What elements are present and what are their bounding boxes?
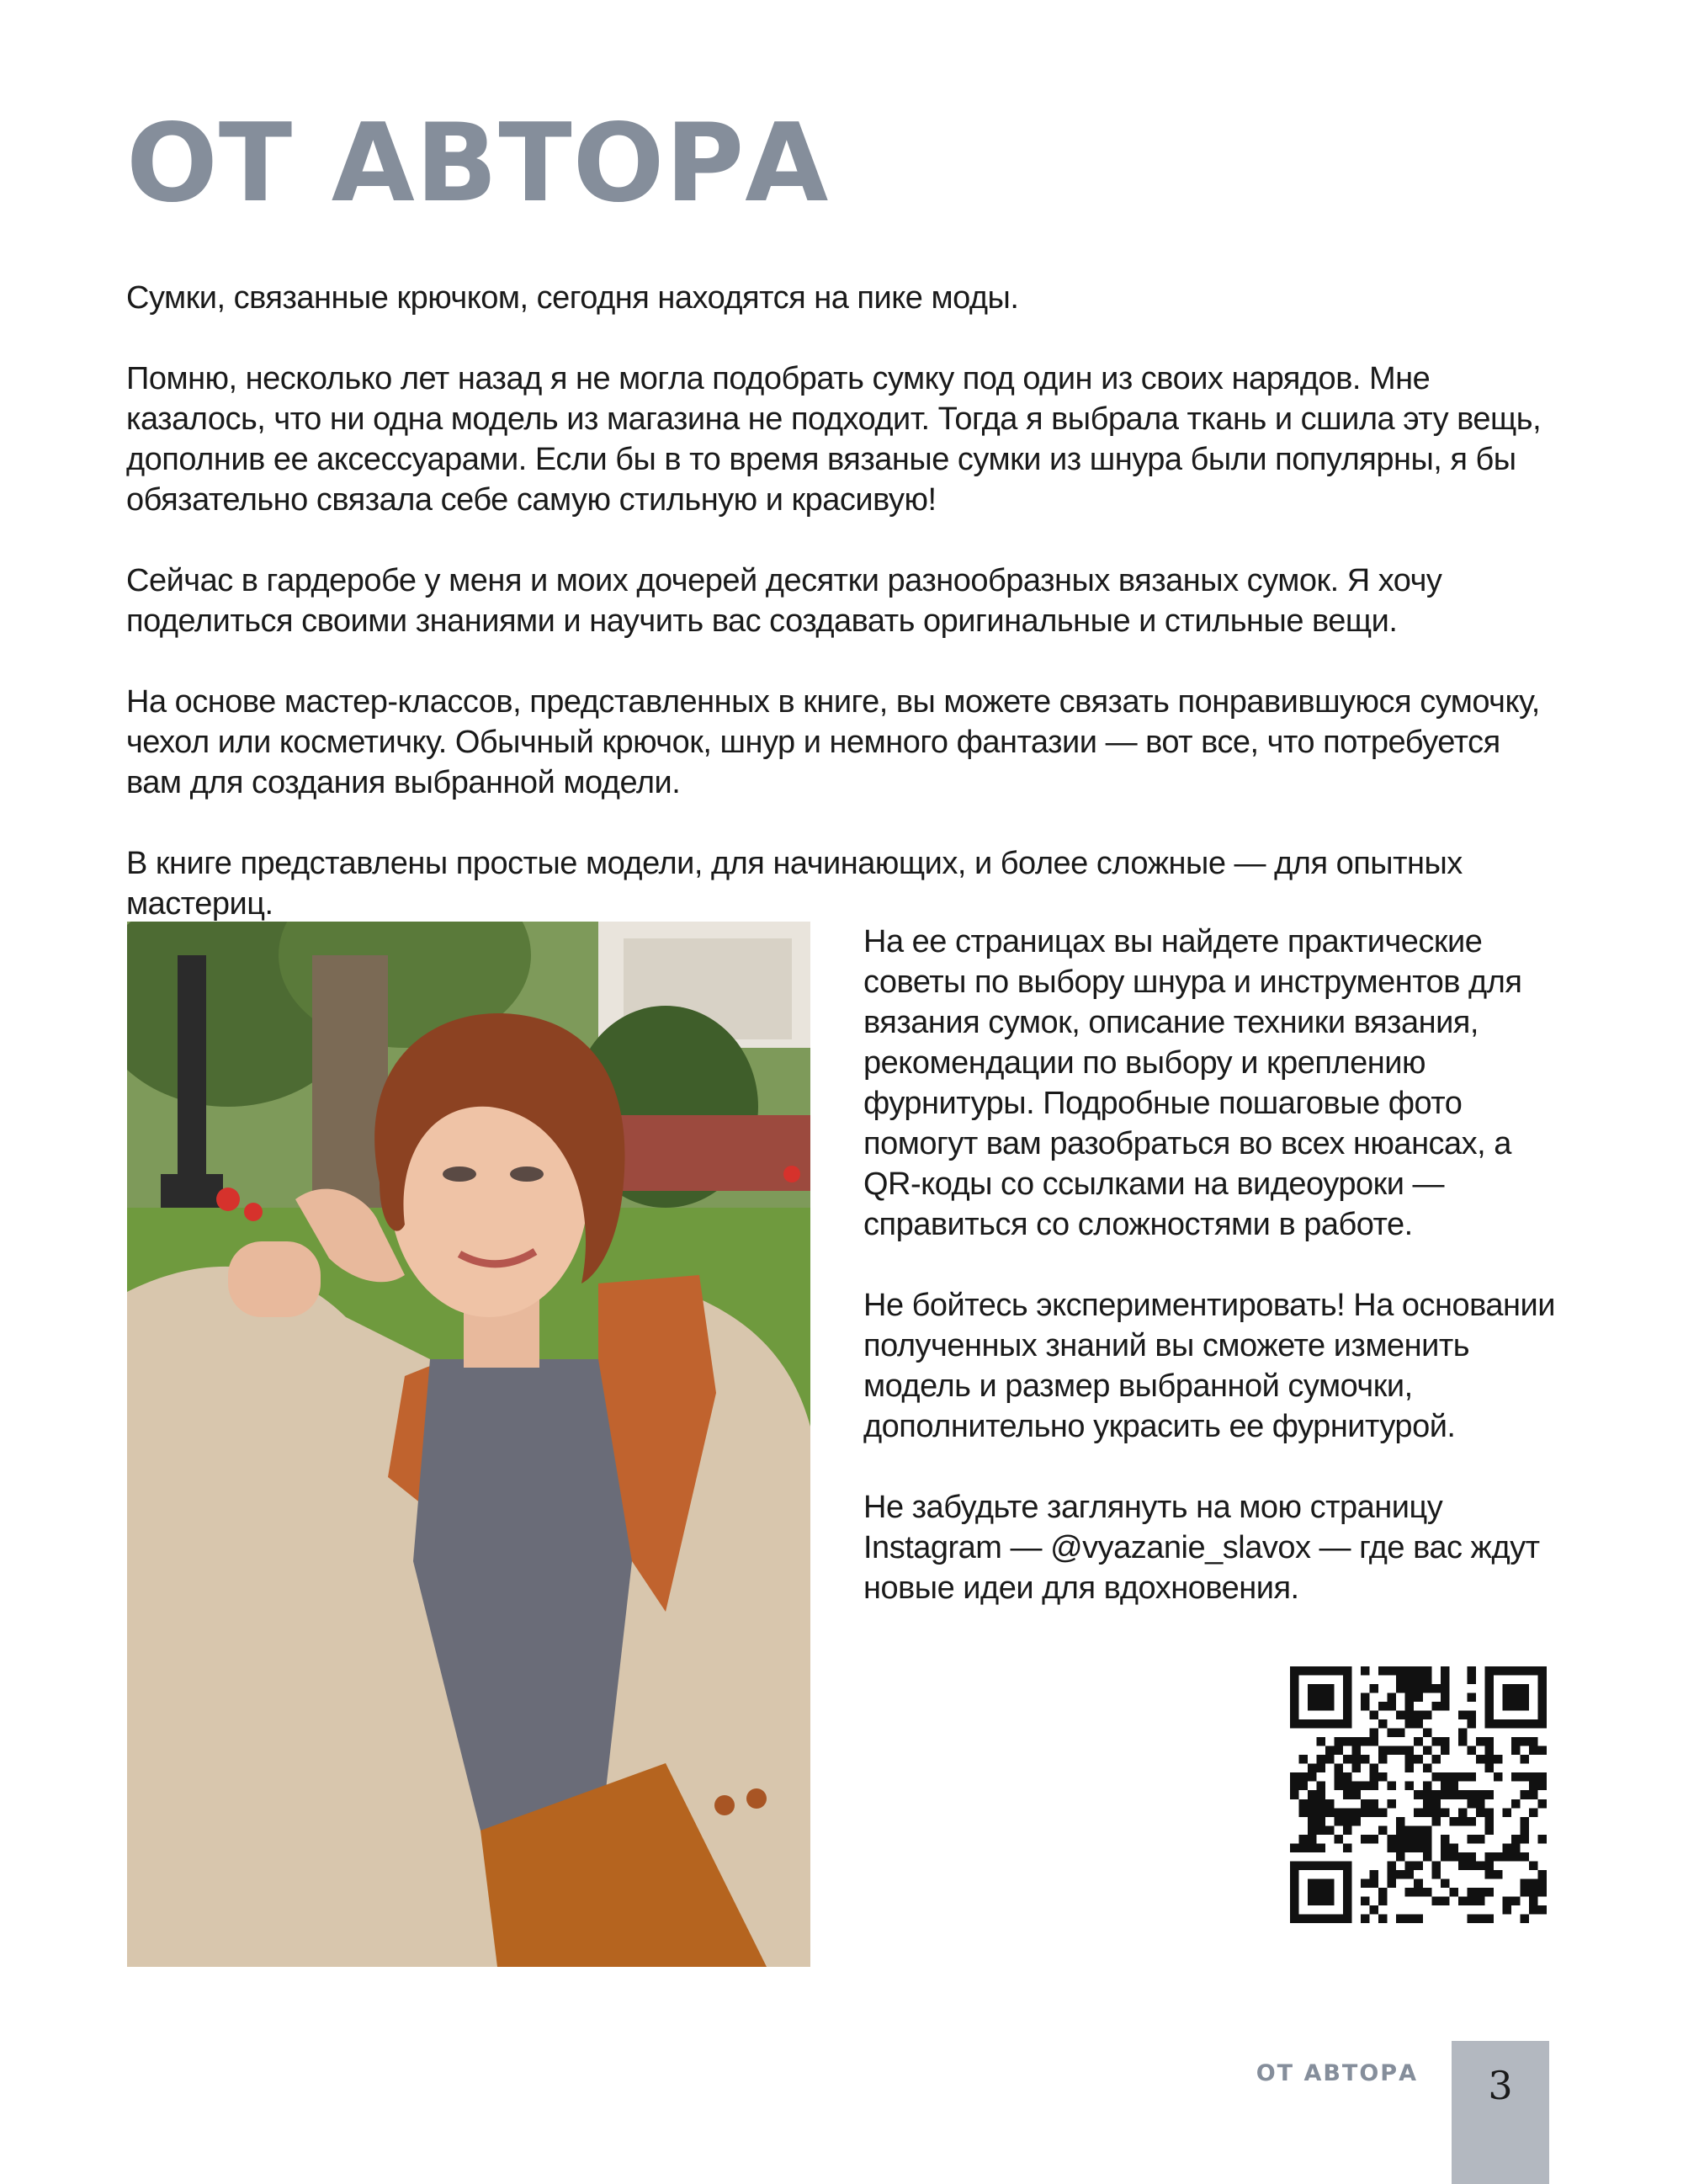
paragraph: Помню, несколько лет назад я не могла подобрать сумку под один из своих нарядов. Мне казалось, что ни одна модель из магазина не подходит. Тогда я выбрала ткань и сшила эту вещь, дополнив ее аксессуарами. Если бы в то время вязаные сумки из шнура были популярны, я бы обязательно связала себе самую стильную и красивую! <box>126 361 1542 518</box>
paragraph: Не бойтесь экспериментировать! На основании полученных знаний вы сможете изменить модель и размер выбранной сумочки, дополнительно украсить ее фурнитурой. <box>863 1288 1555 1444</box>
paragraph: Сейчас в гардеробе у меня и моих дочерей десятки разнообразных вязаных сумок. Я хочу поделиться своими знаниями и научить вас создавать оригинальные и стильные вещи. <box>126 563 1442 639</box>
paragraph: Сумки, связанные крючком, сегодня находятся на пике моды. <box>126 280 1019 316</box>
paragraph: Не забудьте заглянуть на мою страницу Instagram — @vyazanie_slavox — где вас ждут новые идеи для вдохновения. <box>863 1490 1540 1606</box>
page-title: ОТ АВТОРА <box>126 101 830 226</box>
qr-code[interactable] <box>1290 1666 1547 1923</box>
page-number: 3 <box>1488 2063 1513 2108</box>
author-photo-illustration <box>127 922 810 1967</box>
qr-code-icon <box>1290 1666 1547 1923</box>
side-text <box>863 922 1562 1649</box>
paragraph: В книге представлены простые модели, для начинающих, и более сложные — для опытных мастериц. <box>126 846 1463 922</box>
paragraph: На основе мастер-классов, представленных в книге, вы можете связать понравившуюся сумочку, чехол или косметичку. Обычный крючок, шнур и немного фантазии — вот все, что потребуется вам для создания выбранной модели. <box>126 684 1540 800</box>
intro-text <box>126 278 1557 964</box>
author-photo <box>127 922 810 1967</box>
running-footer: ОТ АВТОРА <box>1256 2060 1418 2086</box>
paragraph: На ее страницах вы найдете практические советы по выбору шнура и инструментов для вязания сумок, описание техники вязания, рекомендации по выбору и креплению фурнитуры. Подробные пошаговые фото помогут вам разобраться во всех нюансах, а QR-коды со ссылками на видеоуроки — справиться со сложностями в работе. <box>863 924 1522 1242</box>
page-number-tab <box>1452 2041 1549 2184</box>
